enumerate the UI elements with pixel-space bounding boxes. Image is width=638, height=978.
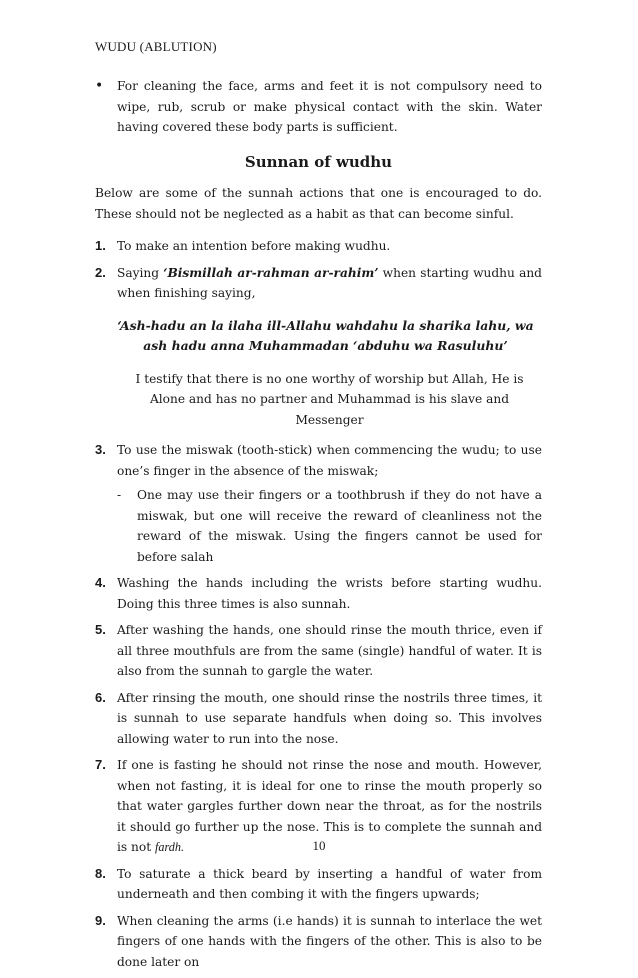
list-item-8 — [95, 864, 542, 905]
sub-item-text: One may use their fingers or a toothbrush if they do not have a miswak, but one will receive the reward of cleanliness not the reward of the miswak. Using the fingers cannot be used for before salah — [137, 488, 542, 564]
dua-arabic-transliteration: ‘Ash-hadu an la ilaha ill-Allahu wahdahu la sharika lahu, wa ash hadu anna Muhammadan ‘abduhu wa Rasuluhu’ — [117, 317, 534, 353]
item-number: 3. — [95, 442, 106, 457]
list-item-4 — [95, 573, 542, 614]
item-number: 1. — [95, 238, 106, 253]
list-item-9 — [95, 911, 542, 973]
bullet-text: For cleaning the face, arms and feet it is not compulsory need to wipe, rub, scrub or make physical contact with the skin. Water having covered these body parts is sufficient. — [117, 79, 542, 134]
item-text-main: If one is fasting he should not rinse the nose and mouth. However, when not fasting, it is ideal for one to rinse the mouth properly so that water gargles further down near the throat, as for the nostrils it should go further up the nose. This is to complete the sunnah and is not — [117, 758, 542, 854]
item-text: To make an intention before making wudhu. — [117, 239, 391, 253]
item-text: When cleaning the arms (i.e hands) it is sunnah to interlace the wet fingers of one hands with the fingers of the other. This is also to be done later on — [117, 913, 542, 969]
item-text: After rinsing the mouth, one should rinse the nostrils three times, it is sunnah to use separate handfuls when doing so. This involves allowing water to run into the nose. — [117, 690, 542, 746]
item-text: After washing the hands, one should rinse the mouth thrice, even if all three mouthfuls are from the same (single) handful of water. It is also from the sunnah to gargle the water. — [117, 623, 542, 678]
page-number: 10 — [312, 838, 326, 853]
item-number: 6. — [95, 689, 106, 705]
dash-marker: - — [117, 488, 122, 502]
item-body — [117, 440, 542, 567]
section-intro: Below are some of the sunnah actions that one is encouraged to do. These should not be neglected as a habit as that can become sinful. — [95, 186, 542, 221]
item-number: 7. — [95, 757, 106, 772]
item-text-post: when starting wudhu and when finishing saying, — [117, 265, 542, 300]
list-item-5 — [95, 620, 542, 682]
item-number: 2. — [95, 264, 106, 280]
list-item-3 — [95, 440, 542, 567]
running-header: WUDU (ABLUTION) — [95, 39, 217, 54]
dua-translation: I testify that there is no one worthy of worship but Allah, He is Alone and has no partner and Muhammad is his slave and Messenger — [135, 371, 524, 427]
sub-item — [117, 485, 542, 567]
bullet-paragraph — [95, 76, 542, 138]
list-item-1 — [95, 236, 542, 257]
item-number: 5. — [95, 622, 106, 637]
list-item-2 — [95, 263, 542, 304]
item-text: To use the miswak (tooth-stick) when commencing the wudu; to use one’s finger in the absence of the miswak; — [117, 443, 542, 478]
item-text: To saturate a thick beard by inserting a handful of water from underneath and then combing it with the fingers upwards; — [117, 866, 542, 901]
item-text-emphasis: ‘Bismillah ar-rahman ar-rahim’ — [163, 265, 379, 280]
item-text — [117, 263, 542, 304]
bullet-icon: • — [95, 78, 104, 94]
list-item-6 — [95, 688, 542, 750]
item-number: 4. — [95, 575, 106, 590]
item-text: Washing the hands including the wrists before starting wudhu. Doing this three times is also sunnah. — [117, 576, 542, 611]
section-heading: Sunnan of wudhu — [244, 152, 393, 171]
item-text-pre: Saying — [117, 265, 164, 280]
item-text-emphasis: fardh. — [155, 840, 185, 854]
item-number: 8. — [95, 865, 106, 881]
item-number: 9. — [95, 912, 106, 928]
